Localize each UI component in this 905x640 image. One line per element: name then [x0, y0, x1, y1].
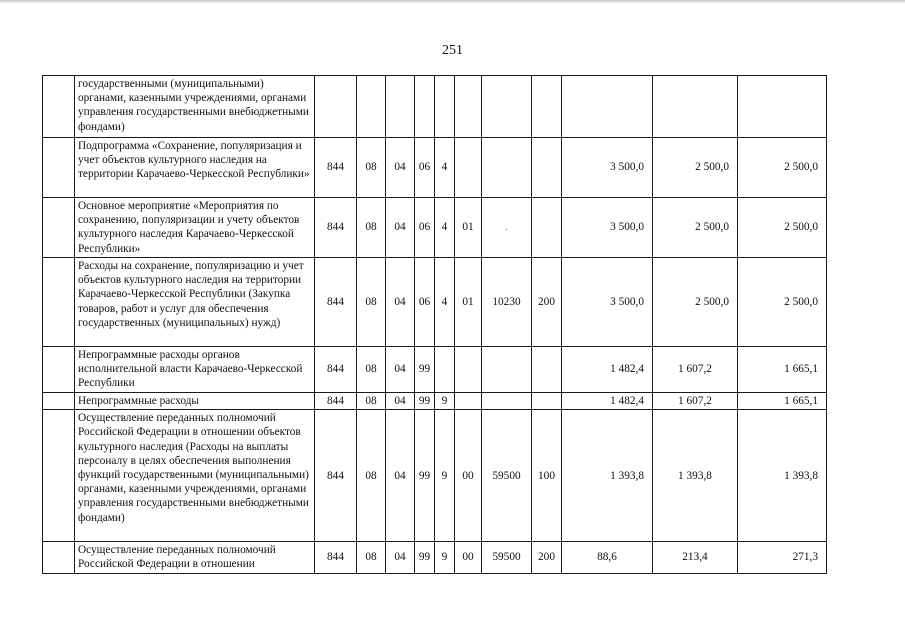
amount-year-2: 2 500,0: [653, 198, 738, 258]
program-code: 99: [415, 410, 435, 542]
section-code: 08: [357, 138, 386, 198]
program-code: 06: [415, 258, 435, 347]
subprogram-code: [435, 76, 455, 138]
ministry-code: 844: [315, 138, 357, 198]
direction-code: [455, 138, 482, 198]
row-name: Непрограммные расходы: [75, 393, 315, 410]
expense-code: 59500: [482, 542, 532, 573]
ministry-code: 844: [315, 258, 357, 347]
row-index-cell: [43, 198, 75, 258]
amount-year-1: 3 500,0: [562, 138, 653, 198]
direction-code: 00: [455, 542, 482, 573]
amount-year-3: 1 393,8: [738, 410, 827, 542]
program-code: 06: [415, 198, 435, 258]
subsection-code: [386, 76, 415, 138]
expense-type-code: [532, 138, 562, 198]
subprogram-code: [435, 347, 455, 393]
expense-type-code: [532, 347, 562, 393]
program-code: 99: [415, 542, 435, 573]
amount-year-1: 3 500,0: [562, 198, 653, 258]
amount-year-3: [738, 76, 827, 138]
amount-year-3: 1 665,1: [738, 347, 827, 393]
table-row: [43, 76, 827, 138]
row-index-cell: [43, 138, 75, 198]
ministry-code: 844: [315, 347, 357, 393]
subsection-code: 04: [386, 542, 415, 573]
table-row: [43, 542, 827, 573]
row-name: Основное мероприятие «Мероприятия по сохранению, популяризации и учету объектов культурного наследия Карачаево-Черкесской Республики»: [75, 198, 315, 258]
scan-edge: [0, 0, 905, 4]
program-code: 06: [415, 138, 435, 198]
subprogram-code: 4: [435, 258, 455, 347]
amount-year-1: 88,6: [562, 542, 653, 573]
subprogram-code: 4: [435, 198, 455, 258]
row-index-cell: [43, 542, 75, 573]
expense-code: .: [482, 198, 532, 258]
expense-type-code: [532, 76, 562, 138]
row-name: Расходы на сохранение, популяризацию и учет объектов культурного наследия на территории Карачаево-Черкесской Республики (Закупка товаров, работ и услуг для обеспечения государственных (муниципальных) нужд): [75, 258, 315, 347]
amount-year-2: 2 500,0: [653, 138, 738, 198]
subsection-code: 04: [386, 393, 415, 410]
amount-year-1: 1 393,8: [562, 410, 653, 542]
expense-type-code: [532, 393, 562, 410]
subprogram-code: 9: [435, 410, 455, 542]
subsection-code: 04: [386, 258, 415, 347]
page-number: 251: [442, 43, 463, 58]
expense-code: [482, 138, 532, 198]
expense-code: [482, 393, 532, 410]
table-row: [43, 347, 827, 393]
amount-year-3: 2 500,0: [738, 198, 827, 258]
subprogram-code: 9: [435, 393, 455, 410]
amount-year-3: 1 665,1: [738, 393, 827, 410]
amount-year-2: 1 393,8: [653, 410, 738, 542]
amount-year-3: 271,3: [738, 542, 827, 573]
row-name: Осуществление переданных полномочий Российской Федерации в отношении объектов культурного наследия (Расходы на выплаты персоналу в целях обеспечения выполнения функций государственными (муниципальными) органами, казенными учреждениями, органами управления государственными внебюджетными фондами): [75, 410, 315, 542]
subsection-code: 04: [386, 198, 415, 258]
expense-code: [482, 347, 532, 393]
section-code: 08: [357, 347, 386, 393]
ministry-code: [315, 76, 357, 138]
ministry-code: 844: [315, 410, 357, 542]
ministry-code: 844: [315, 542, 357, 573]
expense-code: [482, 76, 532, 138]
ministry-code: 844: [315, 393, 357, 410]
section-code: 08: [357, 258, 386, 347]
program-code: 99: [415, 347, 435, 393]
budget-table: [42, 75, 827, 574]
amount-year-3: 2 500,0: [738, 138, 827, 198]
section-code: 08: [357, 393, 386, 410]
ministry-code: 844: [315, 198, 357, 258]
expense-type-code: 200: [532, 542, 562, 573]
section-code: [357, 76, 386, 138]
subsection-code: 04: [386, 347, 415, 393]
direction-code: 01: [455, 258, 482, 347]
amount-year-1: [562, 76, 653, 138]
row-index-cell: [43, 347, 75, 393]
section-code: 08: [357, 198, 386, 258]
table-row: [43, 410, 827, 542]
expense-code: 10230: [482, 258, 532, 347]
subsection-code: 04: [386, 138, 415, 198]
subprogram-code: 4: [435, 138, 455, 198]
section-code: 08: [357, 542, 386, 573]
subprogram-code: 9: [435, 542, 455, 573]
amount-year-2: 1 607,2: [653, 347, 738, 393]
table-row: [43, 198, 827, 258]
direction-code: 01: [455, 198, 482, 258]
row-index-cell: [43, 410, 75, 542]
row-name: Непрограммные расходы органов исполнительной власти Карачаево-Черкесской Республики: [75, 347, 315, 393]
amount-year-2: [653, 76, 738, 138]
amount-year-2: 1 607,2: [653, 393, 738, 410]
amount-year-1: 1 482,4: [562, 393, 653, 410]
table-row: [43, 258, 827, 347]
amount-year-2: 2 500,0: [653, 258, 738, 347]
row-name: Подпрограмма «Сохранение, популяризация и учет объектов культурного наследия на территории Карачаево-Черкесской Республики»: [75, 138, 315, 198]
direction-code: [455, 76, 482, 138]
table-row: [43, 138, 827, 198]
expense-type-code: 100: [532, 410, 562, 542]
table-row: [43, 393, 827, 410]
amount-year-2: 213,4: [653, 542, 738, 573]
expense-code: 59500: [482, 410, 532, 542]
row-name: государственными (муниципальными) органами, казенными учреждениями, органами управления государственными внебюджетными фондами): [75, 76, 315, 138]
expense-type-code: 200: [532, 258, 562, 347]
direction-code: [455, 393, 482, 410]
section-code: 08: [357, 410, 386, 542]
amount-year-1: 1 482,4: [562, 347, 653, 393]
row-index-cell: [43, 258, 75, 347]
program-code: [415, 76, 435, 138]
program-code: 99: [415, 393, 435, 410]
row-name: Осуществление переданных полномочий Российской Федерации в отношении: [75, 542, 315, 573]
amount-year-1: 3 500,0: [562, 258, 653, 347]
direction-code: 00: [455, 410, 482, 542]
subsection-code: 04: [386, 410, 415, 542]
row-index-cell: [43, 76, 75, 138]
row-index-cell: [43, 393, 75, 410]
direction-code: [455, 347, 482, 393]
amount-year-3: 2 500,0: [738, 258, 827, 347]
expense-type-code: [532, 198, 562, 258]
